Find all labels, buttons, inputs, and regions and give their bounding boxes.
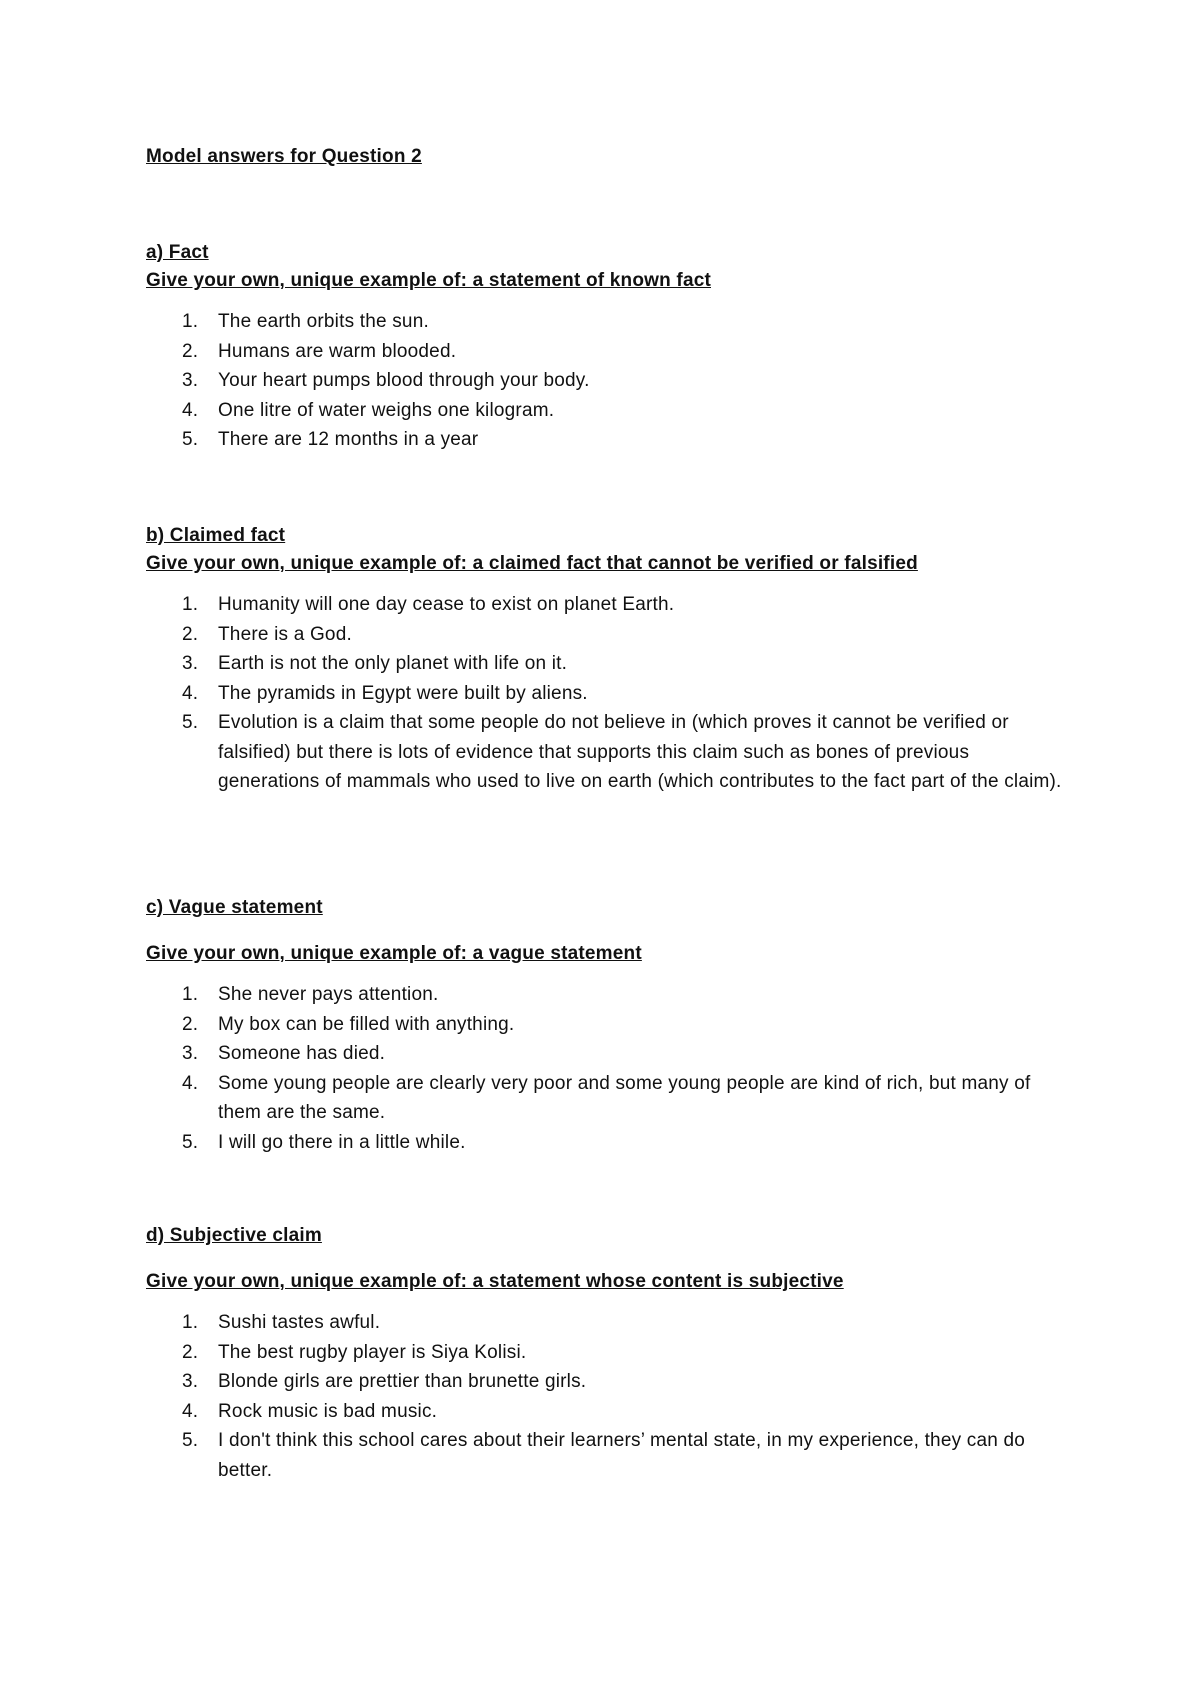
list-item — [146, 307, 1074, 337]
list-number: 2. — [182, 1341, 199, 1363]
answer-list — [146, 590, 1086, 797]
list-item — [146, 980, 1074, 1010]
section-subjective-claim — [146, 1222, 1086, 1485]
list-item — [146, 1367, 1074, 1397]
section-prompt: Give your own, unique example of: a statement whose content is subjective — [146, 1271, 844, 1292]
answer-text: Humans are warm blooded. — [218, 340, 457, 362]
section-fact — [146, 239, 1086, 455]
section-prompt: Give your own, unique example of: a statement of known fact — [146, 270, 711, 291]
section-vague-statement — [146, 894, 1086, 1157]
list-number: 1. — [182, 1312, 199, 1333]
answer-text: I don't think this school cares about their learners’ mental state, in my experience, they can do better. — [218, 1430, 1026, 1481]
list-number: 2. — [182, 623, 199, 645]
answer-text: Evolution is a claim that some people do not believe in (which proves it cannot be verified or falsified) but there is lots of evidence that supports this claim such as bones of previous generations of mammals who used to live on earth (which contributes to the fact part of the claim). — [218, 712, 1062, 792]
answer-text: The best rugby player is Siya Kolisi. — [218, 1341, 527, 1363]
list-number: 4. — [182, 399, 199, 421]
list-number: 1. — [182, 594, 199, 615]
answer-list — [146, 980, 1086, 1157]
list-number: 3. — [182, 1043, 199, 1064]
list-number: 1. — [182, 984, 199, 1005]
list-number: 5. — [182, 712, 199, 733]
section-heading: d) Subjective claim — [146, 1225, 322, 1246]
list-number: 1. — [182, 311, 199, 332]
list-item — [146, 1338, 1074, 1368]
list-number: 5. — [182, 1131, 199, 1153]
answer-text: There is a God. — [218, 623, 352, 645]
list-number: 4. — [182, 1072, 199, 1094]
section-prompt: Give your own, unique example of: a vague statement — [146, 943, 642, 964]
section-heading: c) Vague statement — [146, 897, 323, 918]
answer-list — [146, 1308, 1086, 1485]
answer-text: Your heart pumps blood through your body. — [218, 370, 590, 391]
list-item — [146, 620, 1074, 650]
section-prompt: Give your own, unique example of: a claimed fact that cannot be verified or falsified — [146, 553, 918, 574]
list-item — [146, 1010, 1074, 1040]
answer-text: Humanity will one day cease to exist on planet Earth. — [218, 594, 675, 615]
list-number: 5. — [182, 429, 199, 450]
list-item — [146, 590, 1074, 620]
list-item — [146, 1039, 1074, 1069]
list-number: 2. — [182, 340, 199, 362]
answer-text: I will go there in a little while. — [218, 1131, 466, 1153]
answer-text: The pyramids in Egypt were built by aliens. — [218, 682, 588, 704]
list-number: 2. — [182, 1013, 199, 1035]
list-number: 4. — [182, 1400, 199, 1422]
section-heading: a) Fact — [146, 242, 209, 263]
section-heading: b) Claimed fact — [146, 525, 286, 546]
list-number: 5. — [182, 1430, 199, 1451]
answer-text: Some young people are clearly very poor and some young people are kind of rich, but many of them are the same. — [218, 1072, 1031, 1123]
section-claimed-fact — [146, 522, 1086, 797]
answer-text: There are 12 months in a year — [218, 429, 479, 450]
answer-text: Someone has died. — [218, 1043, 386, 1064]
list-item — [146, 337, 1074, 367]
answer-text: One litre of water weighs one kilogram. — [218, 399, 555, 421]
list-item — [146, 708, 1074, 797]
list-item — [146, 1426, 1074, 1485]
answer-text: Blonde girls are prettier than brunette girls. — [218, 1371, 587, 1392]
list-number: 3. — [182, 370, 199, 391]
answer-text: Sushi tastes awful. — [218, 1312, 381, 1333]
list-item — [146, 425, 1074, 455]
answer-text: Rock music is bad music. — [218, 1400, 438, 1422]
list-item — [146, 1069, 1074, 1128]
list-item — [146, 1128, 1074, 1158]
list-number: 3. — [182, 1371, 199, 1392]
page-title: Model answers for Question 2 — [146, 146, 422, 167]
list-number: 4. — [182, 682, 199, 704]
answer-text: Earth is not the only planet with life on it. — [218, 653, 568, 674]
list-item — [146, 1397, 1074, 1427]
list-number: 3. — [182, 653, 199, 674]
list-item — [146, 396, 1074, 426]
list-item — [146, 679, 1074, 709]
list-item — [146, 649, 1074, 679]
list-item — [146, 1308, 1074, 1338]
answer-text: She never pays attention. — [218, 984, 439, 1005]
answer-list — [146, 307, 1086, 455]
list-item — [146, 366, 1074, 396]
answer-text: The earth orbits the sun. — [218, 311, 429, 332]
answer-text: My box can be filled with anything. — [218, 1013, 515, 1035]
